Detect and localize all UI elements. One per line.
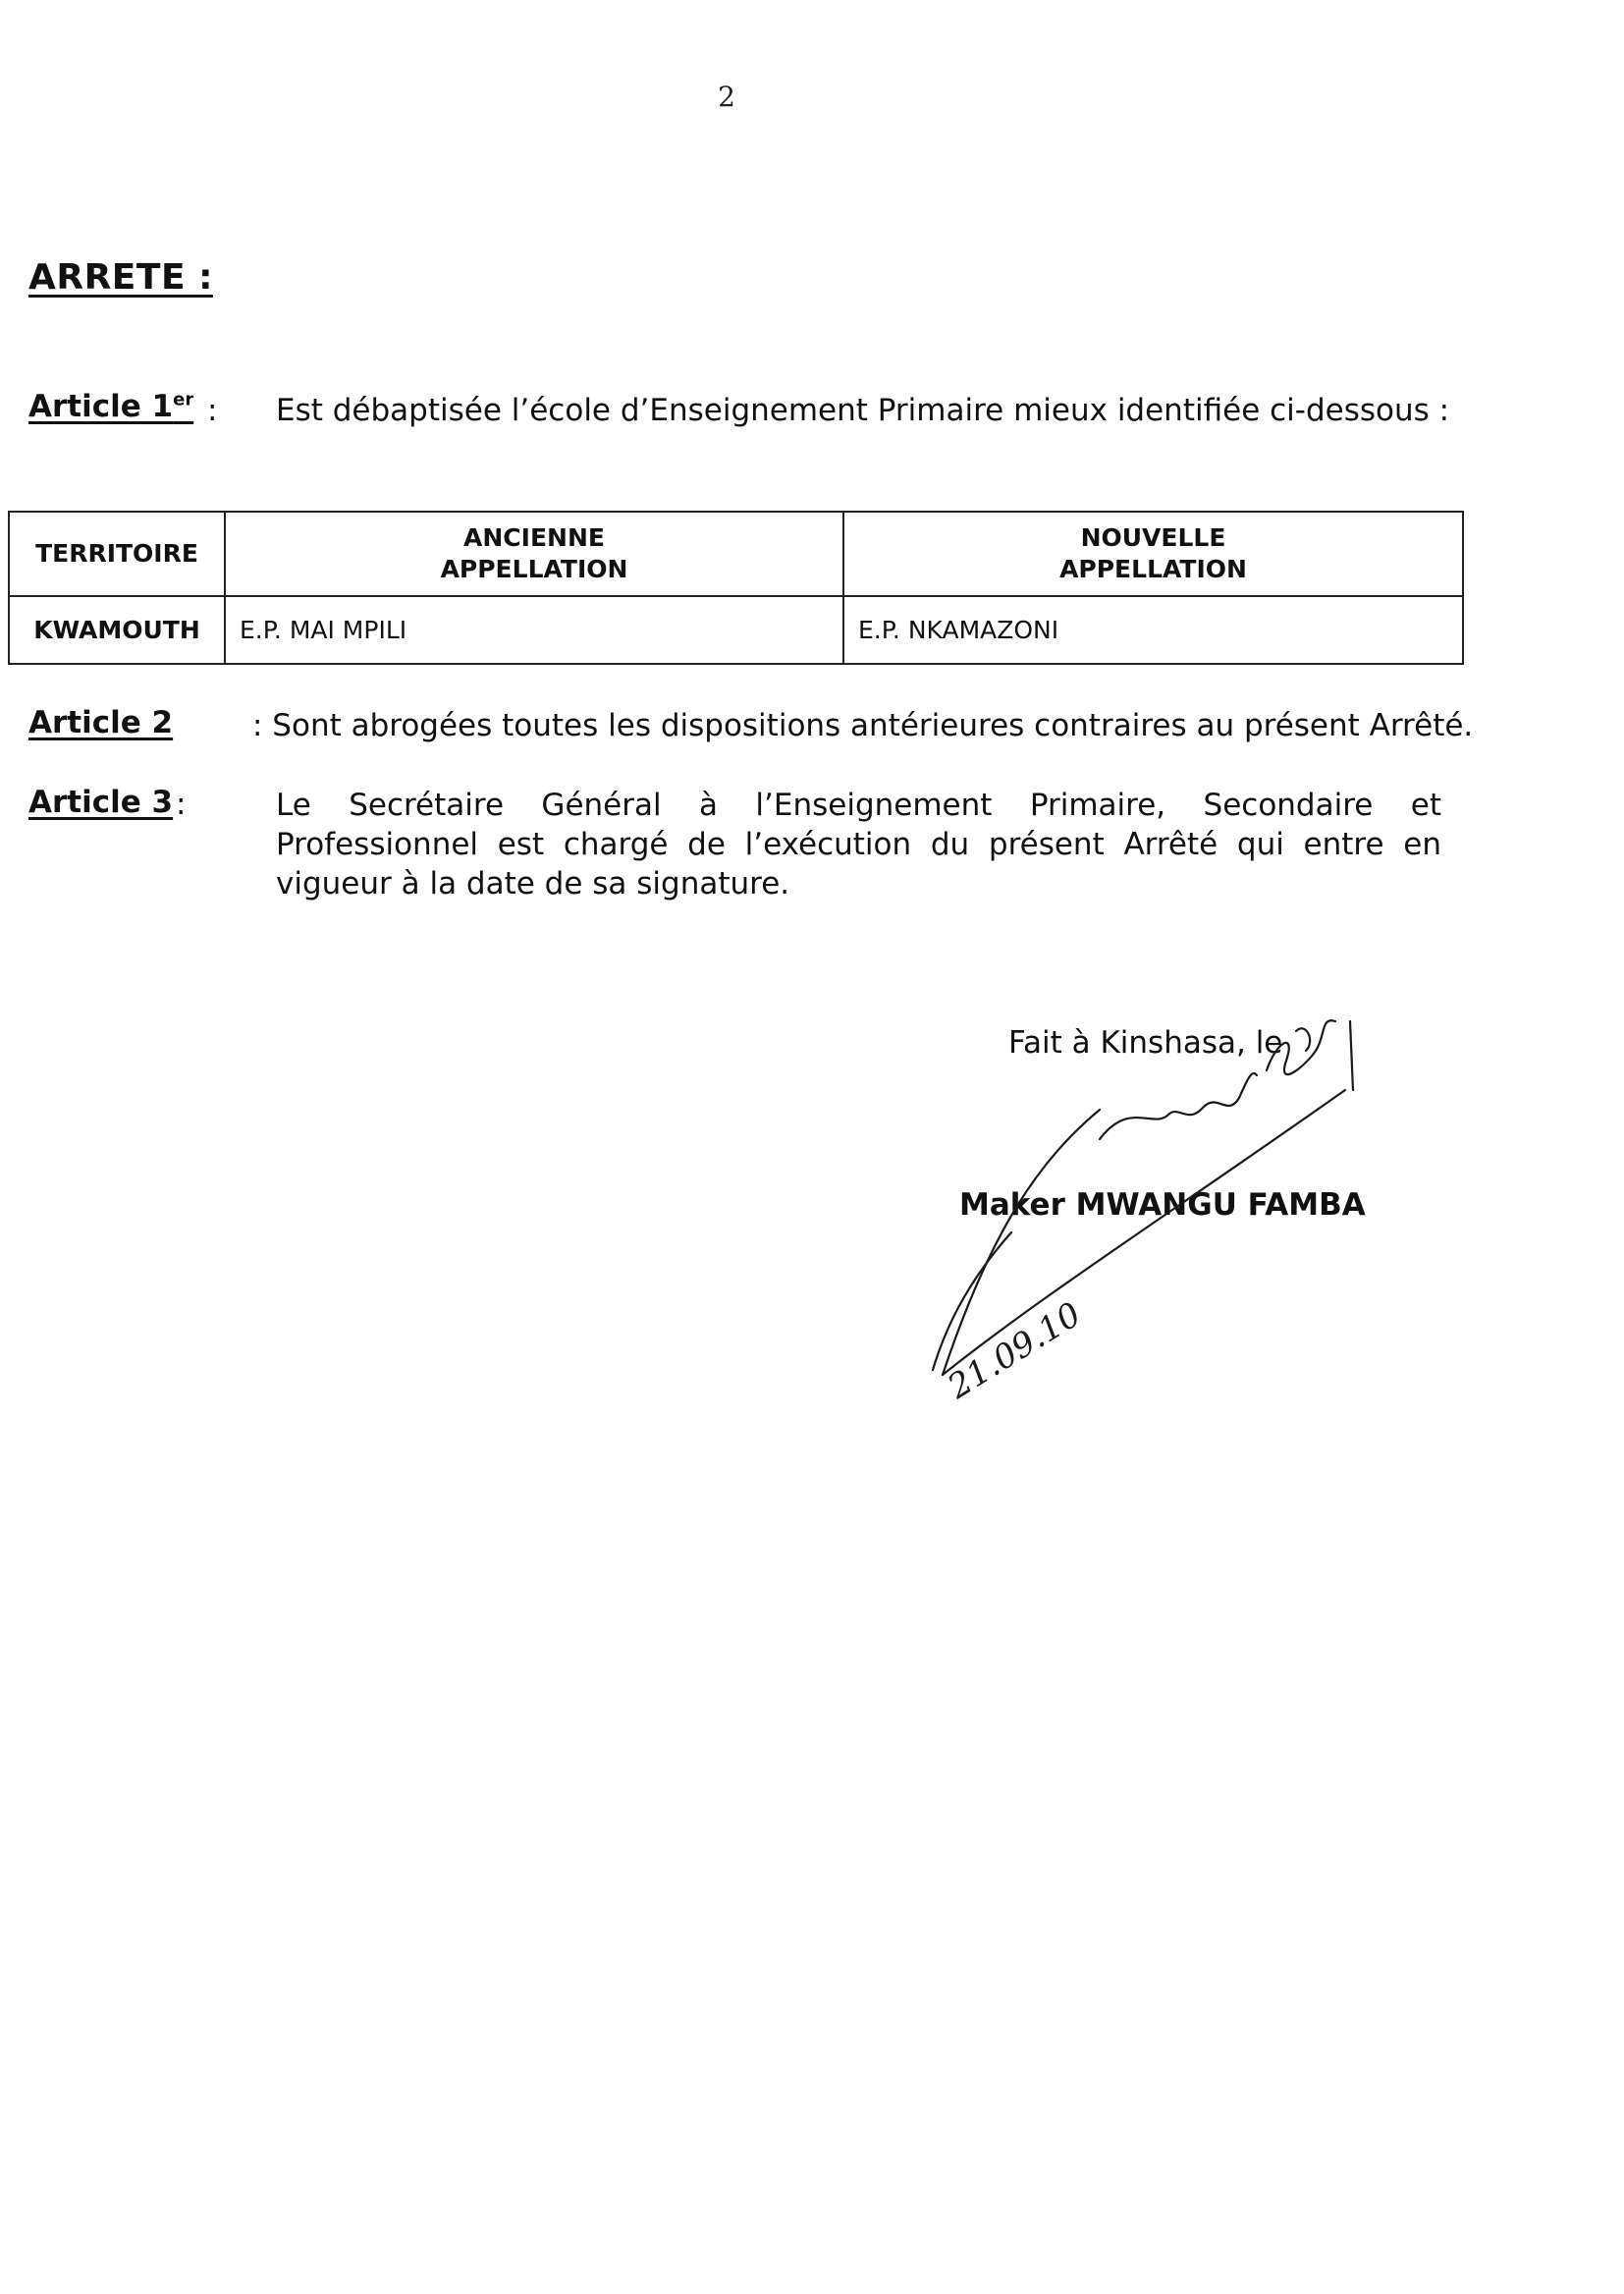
article-1-label [28, 389, 193, 424]
table-row [9, 596, 1463, 664]
header-nouvelle-line2: APPELLATION [1059, 555, 1247, 583]
header-ancienne-line1: ANCIENNE [463, 523, 605, 552]
decree-heading: ARRETE : [28, 257, 213, 298]
cell-nouvelle-appellation: E.P. NKAMAZONI [843, 596, 1463, 664]
place-date: Fait à Kinshasa, le [1008, 1025, 1283, 1061]
signature-stroke-slash-2 [933, 1232, 1011, 1370]
signature-stroke-tick [1296, 1028, 1310, 1051]
article-1-colon: : [207, 393, 218, 428]
page-number: 2 [718, 81, 735, 113]
signature-stroke-slash-1 [943, 1110, 1100, 1375]
cell-territoire: KWAMOUTH [9, 596, 225, 664]
cell-ancienne-appellation: E.P. MAI MPILI [225, 596, 843, 664]
header-ancienne-appellation [225, 512, 843, 596]
article-1-label-sup: er [173, 389, 194, 410]
school-rename-table [8, 511, 1464, 665]
article-3-label: Article 3 [28, 785, 174, 820]
header-nouvelle-line1: NOUVELLE [1080, 523, 1226, 552]
handwritten-date: 21.09.10 [941, 1294, 1089, 1407]
article-2-text: : Sont abrogées toutes les dispositions antérieures contraires au présent Arrêté. [252, 708, 1474, 743]
header-nouvelle-appellation [843, 512, 1463, 596]
signature-stroke-tail [1350, 1021, 1353, 1090]
signer-name: Maker MWANGU FAMBA [959, 1187, 1366, 1223]
signature-stroke-main [1100, 1073, 1257, 1139]
article-1-label-text: Article 1 [28, 389, 174, 424]
article-3-text: Le Secrétaire Général à l’Enseignement Primaire, Secondaire et Professionnel est chargé de l’exécution du présent Arrêté qui entre en vigueur à la date de sa signature. [276, 788, 1441, 901]
header-territoire: TERRITOIRE [9, 512, 225, 596]
header-ancienne-line2: APPELLATION [440, 555, 628, 583]
article-2-label: Article 2 [28, 705, 174, 740]
article-3-colon: : [176, 787, 187, 822]
article-1-text: Est débaptisée l’école d’Enseignement Primaire mieux identifiée ci-dessous : [276, 393, 1450, 428]
signature-stroke-slash-3 [943, 1090, 1345, 1375]
table-header-row [9, 512, 1463, 596]
